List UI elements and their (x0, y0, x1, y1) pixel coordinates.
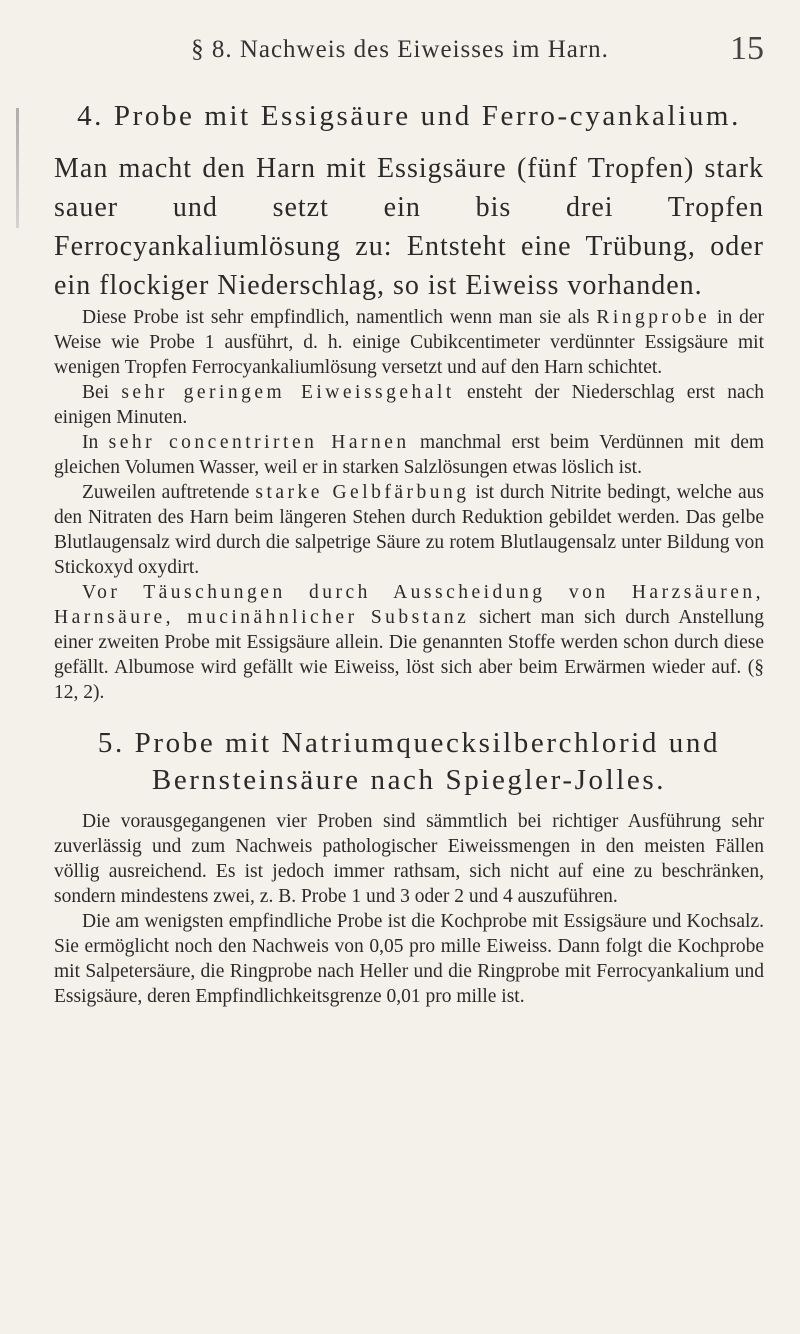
page-number: 15 (730, 30, 764, 67)
text-run: ensteht der Niederschlag erst nach einigen Minuten. (54, 382, 764, 428)
text-run: Bei (82, 382, 122, 403)
running-header (0, 30, 800, 70)
paragraph-low-protein (54, 380, 764, 430)
page-edge-shadow (16, 108, 19, 228)
paragraph-summary-reliability: Die vorausgegangenen vier Proben sind sämmtlich bei richtiger Ausführung sehr zuverlässig und zum Nachweis pathologischer Eiweissmengen in den meisten Fällen völlig ausreichend. Es ist jedoch immer rathsam, sich nicht auf eine zu beschränken, sondern mindestens zwei, z. B. Probe 1 und 3 oder 2 und 4 auszuführen. (54, 811, 764, 907)
text-run: manchmal erst beim Verdünnen mit dem gleichen Volumen Wasser, weil er in starken Salzlösungen etwas löslich ist. (54, 432, 765, 478)
paragraph-yellow-coloring (54, 480, 764, 580)
text-run: Zuweilen auftretende (82, 482, 256, 503)
text-run: ist durch Nitrite bedingt, welche aus den Nitraten des Harn beim längeren Stehen durch Reduktion gebildet werden. Das gelbe Blutlaugensalz wird durch die salpetrige Säure zu rotem Blutlaugensalz unter Bildung von Stickoxyd oxydirt. (54, 482, 764, 578)
paragraph-sensitivity: Die am wenigsten empfindliche Probe ist die Kochprobe mit Essigsäure und Kochsalz. Sie ermöglicht noch den Nachweis von 0,05 pro mille Eiweiss. Dann folgt die Kochprobe mit Salpetersäure, die Ringprobe nach Heller und die Ringprobe mit Ferrocyankalium und Essigsäure, deren Empfindlichkeitsgrenze 0,01 pro mille ist. (54, 911, 764, 1007)
paragraph-concentrated-urine (54, 430, 764, 480)
emphasis-text: Ringprobe (596, 307, 711, 328)
text-run: sichert man sich durch Anstellung einer zweiten Probe mit Essigsäure allein. Die genannten Stoffe werden schon durch diese gefällt. Albumose wird gefällt wie Eiweiss, löst sich aber beim Erwärmen wieder auf. (§ 12, 2). (54, 607, 764, 703)
emphasis-text: starke Gelbfärbung (255, 482, 470, 503)
section-4-heading: 4. Probe mit Essigsäure und Ferro-cyankalium. (77, 100, 741, 132)
running-title: § 8. Nachweis des Eiweisses im Harn. (191, 36, 609, 63)
text-run: Diese Probe ist sehr empfindlich, namentlich wenn man sie als (82, 307, 597, 328)
emphasis-text: sehr geringem Eiweissgehalt (121, 382, 455, 403)
text-run: In (82, 432, 109, 453)
paragraph-ringprobe (54, 305, 764, 380)
section-4-intro: Man macht den Harn mit Essigsäure (fünf Tropfen) stark sauer und setzt ein bis drei Tropfen Ferrocyankaliumlösung zu: Entsteht eine Trübung, oder ein flockiger Niederschlag, so ist Eiweiss vorhanden. (54, 153, 764, 301)
section-5-heading: 5. Probe mit Natriumquecksilberchlorid und Bernsteinsäure nach Spiegler-Jolles. (97, 727, 721, 796)
emphasis-text: Vor Täuschungen durch Ausscheidung von Harzsäuren, Harnsäure, mucinähnlicher Substanz (54, 582, 764, 628)
emphasis-text: sehr concentrirten Harnen (108, 432, 410, 453)
paragraph-deceptions (54, 580, 764, 705)
page-body (54, 98, 764, 1009)
text-run: in der Weise wie Probe 1 ausführt, d. h. einige Cubikcentimeter verdünnter Essigsäure mit wenigen Tropfen Ferrocyankaliumlösung versetzt und auf den Harn schichtet. (54, 307, 764, 378)
